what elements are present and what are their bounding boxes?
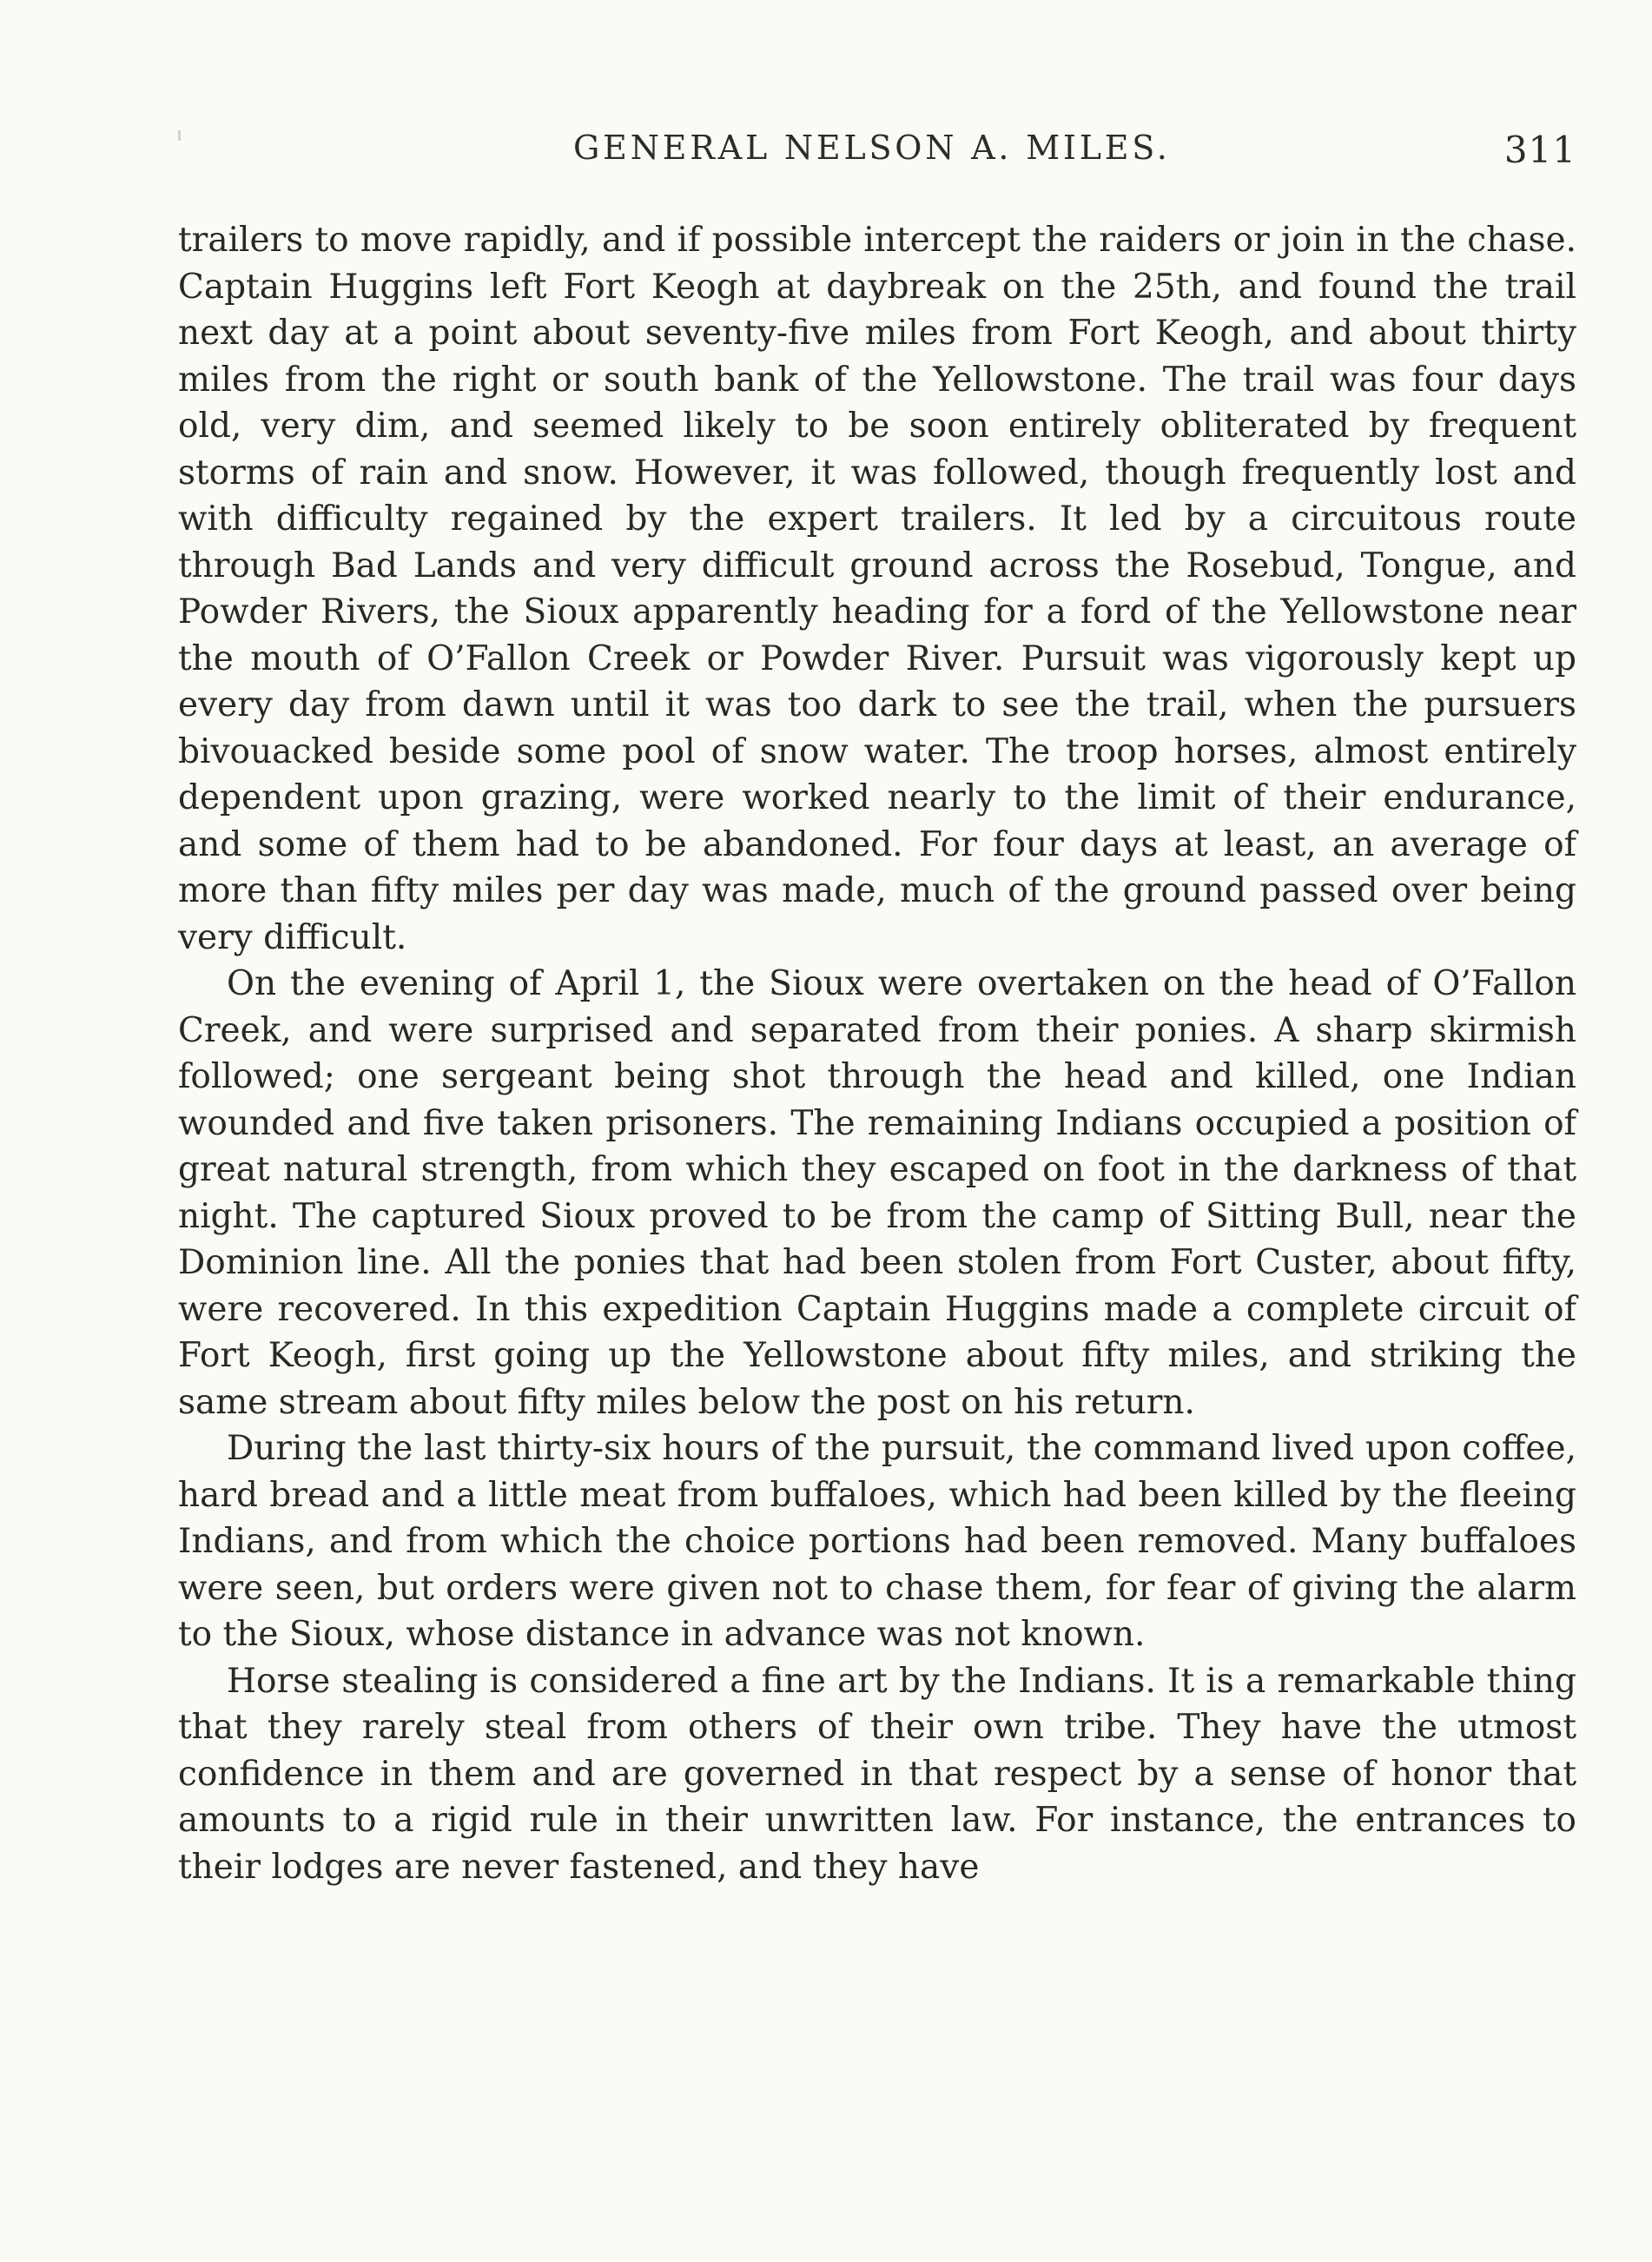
running-head bbox=[573, 129, 1576, 181]
running-title: GENERAL NELSON A. MILES. bbox=[573, 129, 1171, 167]
scan-speck bbox=[178, 130, 181, 141]
page-number: 311 bbox=[1503, 129, 1576, 171]
paragraph-3: During the last thirty-six hours of the pursuit, the command lived upon coffee, hard bread and a little meat from buffaloes, which had been killed by the fleeing Indians, and from which the choice portions had been removed. Many buffaloes were seen, but orders were given not to chase them, for fear of giving the alarm to the Sioux, whose distance in advance was not known. bbox=[178, 1429, 1576, 1654]
body-text bbox=[178, 217, 1576, 1890]
paragraph-1-continued: trailers to move rapidly, and if possible intercept the raiders or join in the chase. Captain Huggins left Fort Keogh at daybreak on the 25th, and found the trail next day at a point about seventy-five miles from Fort Keogh, and about thirty miles from the right or south bank of the Yellowstone. The trail was four days old, very dim, and seemed likely to be soon entirely obliterated by frequent storms of rain and snow. However, it was followed, though frequently lost and with difficulty regained by the expert trailers. It led by a circuitous route through Bad Lands and very difficult ground across the Rosebud, Tongue, and Powder Rivers, the Sioux apparently heading for a ford of the Yellowstone near the mouth of O’Fallon Creek or Powder River. Pursuit was vigorously kept up every day from dawn until it was too dark to see the trail, when the pursuers bivouacked beside some pool of snow water. The troop horses, almost entirely dependent upon grazing, were worked nearly to the limit of their endurance, and some of them had to be abandoned. For four days at least, an average of more than fifty miles per day was made, much of the ground passed over being very difficult. bbox=[178, 221, 1576, 957]
paragraph-4: Horse stealing is considered a fine art by the Indians. It is a remarkable thing that they rarely steal from others of their own tribe. They have the utmost confidence in them and are governed in that respect by a sense of honor that amounts to a rigid rule in their unwritten law. For instance, the entrances to their lodges are never fastened, and they have bbox=[178, 1661, 1576, 1887]
paragraph-2: On the evening of April 1, the Sioux were overtaken on the head of O’Fallon Creek, and were surprised and separated from their ponies. A sharp skirmish followed; one sergeant being shot through the head and killed, one Indian wounded and five taken prisoners. The remaining Indians occupied a position of great natural strength, from which they escaped on foot in the darkness of that night. The captured Sioux proved to be from the camp of Sitting Bull, near the Dominion line. All the ponies that had been stolen from Fort Custer, about fifty, were recovered. In this expedition Captain Huggins made a complete circuit of Fort Keogh, first going up the Yellowstone about fifty miles, and striking the same stream about fifty miles below the post on his return. bbox=[178, 964, 1576, 1422]
